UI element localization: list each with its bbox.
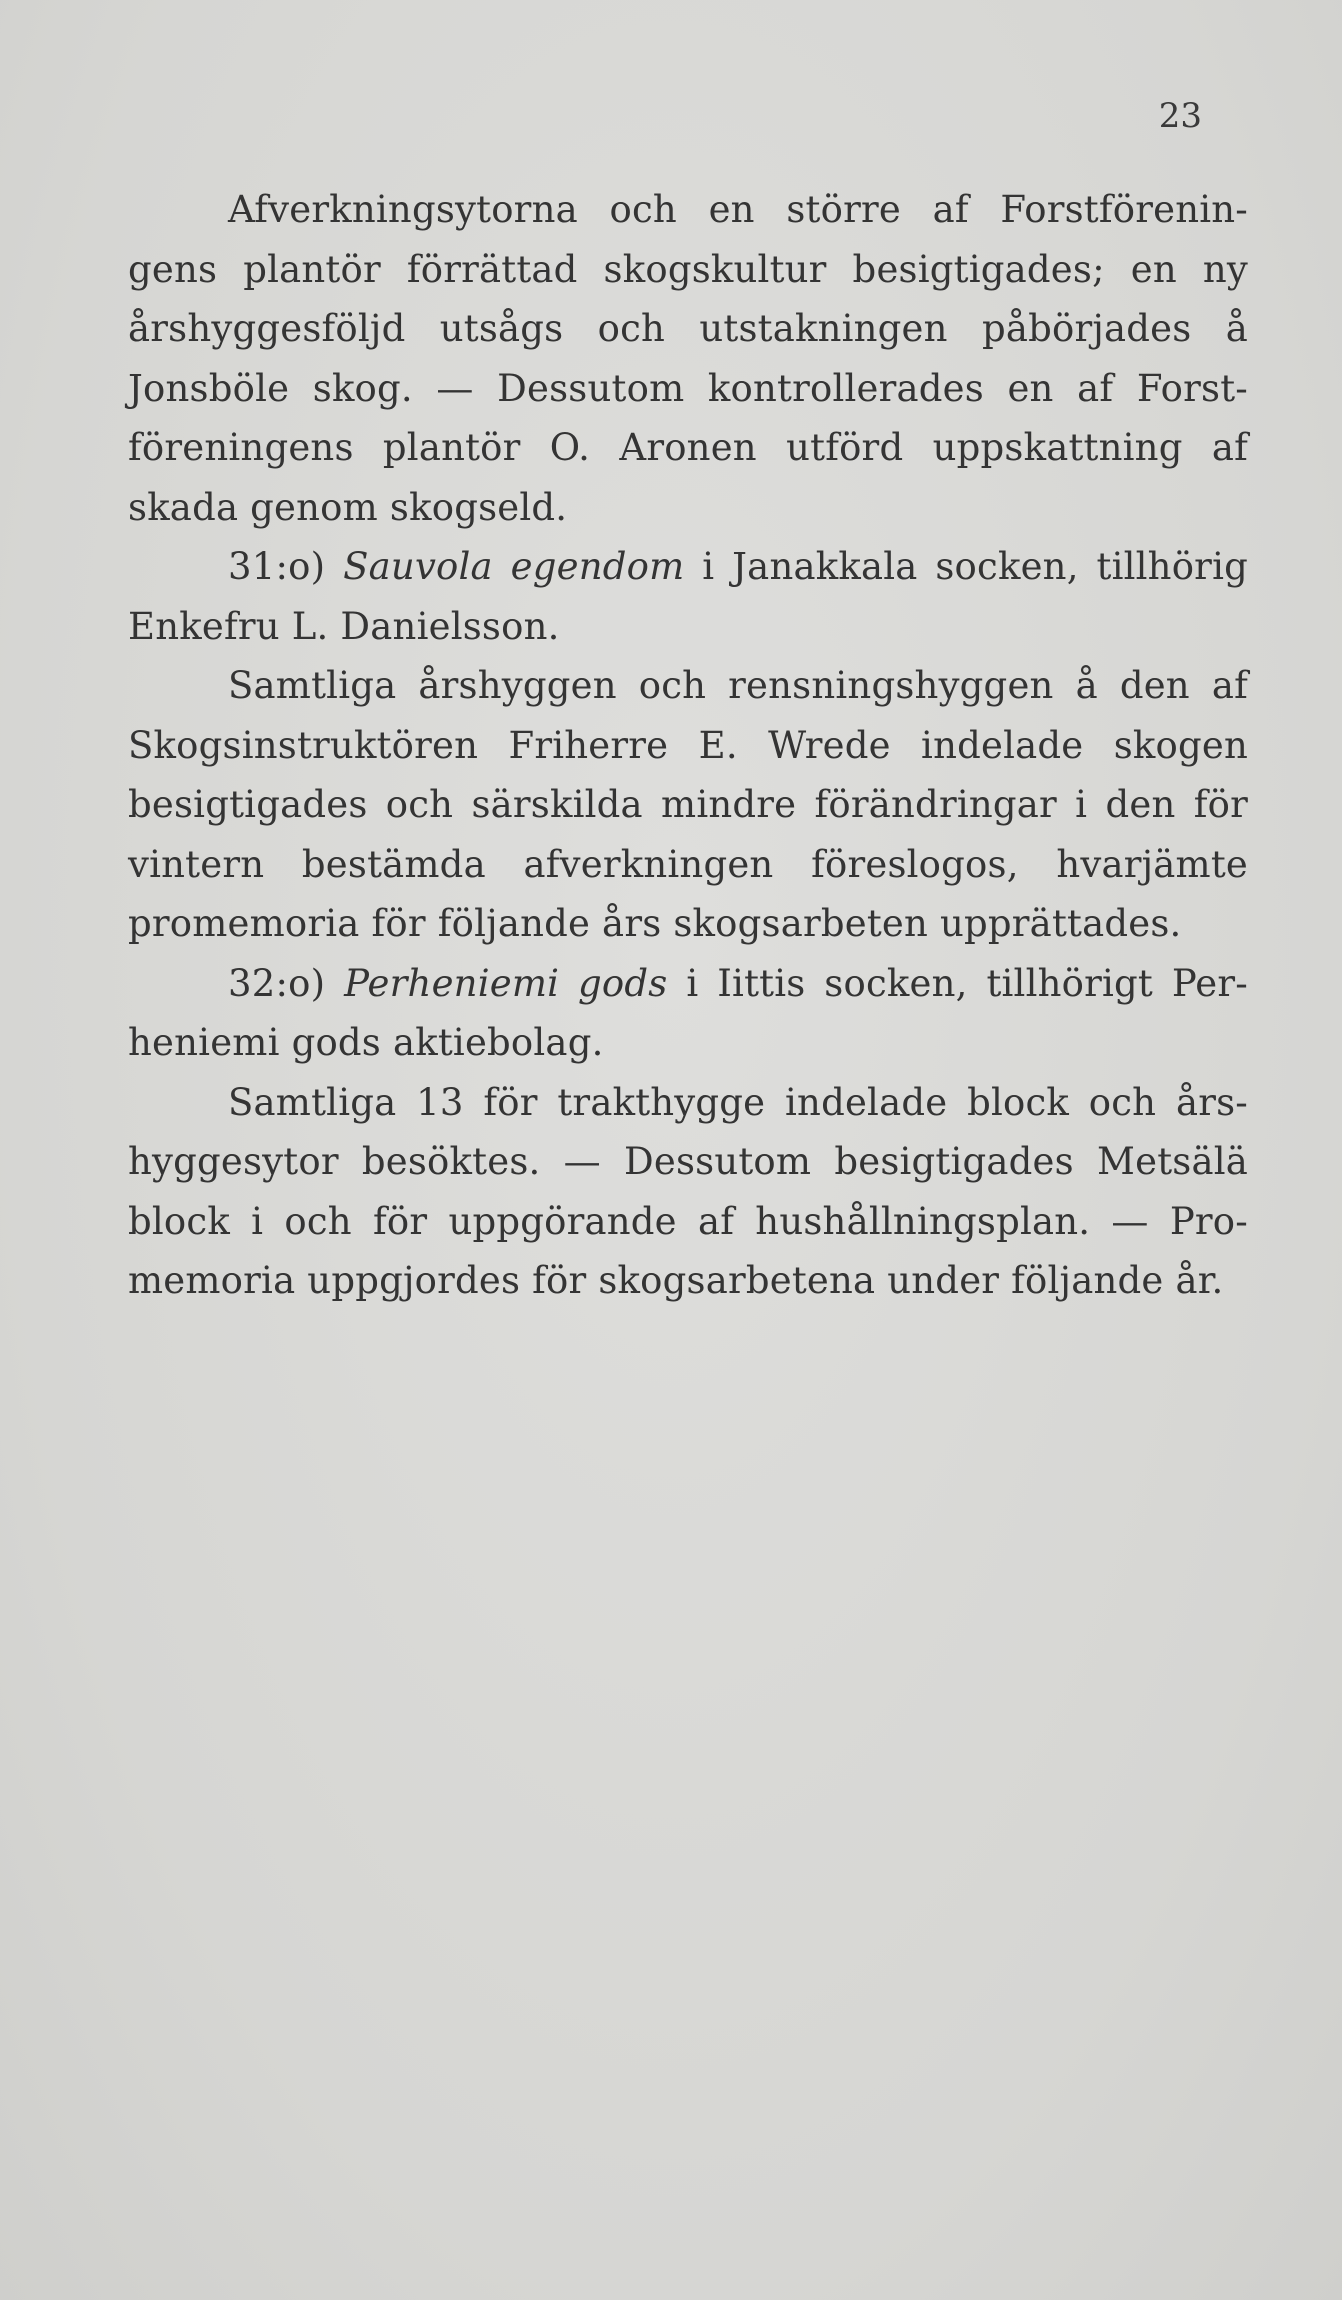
- text-line: block i och för uppgörande af hushållningsplan. — Pro-: [128, 1199, 1248, 1243]
- text-line: föreningens plantör O. Aronen utförd uppskattning af: [128, 426, 1248, 469]
- page-number: 23: [1158, 96, 1202, 136]
- text-line: Samtliga årshyggen och rensningshyggen å den af: [228, 664, 1248, 707]
- estate-name: Perheniemi gods: [344, 961, 668, 1005]
- text-line: promemoria för följande års skogsarbeten upprättades.: [128, 902, 1182, 945]
- text-line: heniemi gods aktiebolag.: [128, 1021, 604, 1064]
- entry-text: i Janakkala socken, tillhörig: [684, 545, 1248, 588]
- text-line: memoria uppgjordes för skogsarbetena under följande år.: [128, 1259, 1224, 1302]
- entry-number: 31:o): [228, 545, 344, 588]
- body-text: [128, 180, 1248, 1311]
- text-line-estate-31: [128, 537, 1248, 597]
- text-line: Afverkningsytorna och en större af Forstförenin-: [228, 188, 1248, 231]
- text-line: Samtliga 13 för trakthygge indelade block och års-: [228, 1080, 1248, 1124]
- text-line: hyggesytor besöktes. — Dessutom besigtigades Metsälä: [128, 1140, 1248, 1183]
- entry-number: 32:o): [228, 961, 345, 1005]
- text-line: Jonsböle skog. — Dessutom kontrollerades en af Forst-: [128, 366, 1248, 410]
- text-line: Enkefru L. Danielsson.: [128, 604, 560, 648]
- text-line: skada genom skogseld.: [128, 485, 568, 529]
- text-line: Skogsinstruktören Friherre E. Wrede indelade skogen: [128, 723, 1248, 767]
- text-line: gens plantör förrättad skogskultur besigtigades; en ny: [128, 247, 1248, 291]
- text-line: årshyggesföljd utsågs och utstakningen påbörjades å: [128, 307, 1248, 350]
- entry-text: i Iittis socken, tillhörigt Per-: [667, 961, 1248, 1005]
- text-line-estate-32: [128, 954, 1248, 1014]
- text-line: vintern bestämda afverkningen föreslogos, hvarjämte: [128, 842, 1248, 886]
- estate-name: Sauvola egendom: [343, 545, 685, 588]
- text-line: besigtigades och särskilda mindre förändringar i den för: [128, 783, 1248, 826]
